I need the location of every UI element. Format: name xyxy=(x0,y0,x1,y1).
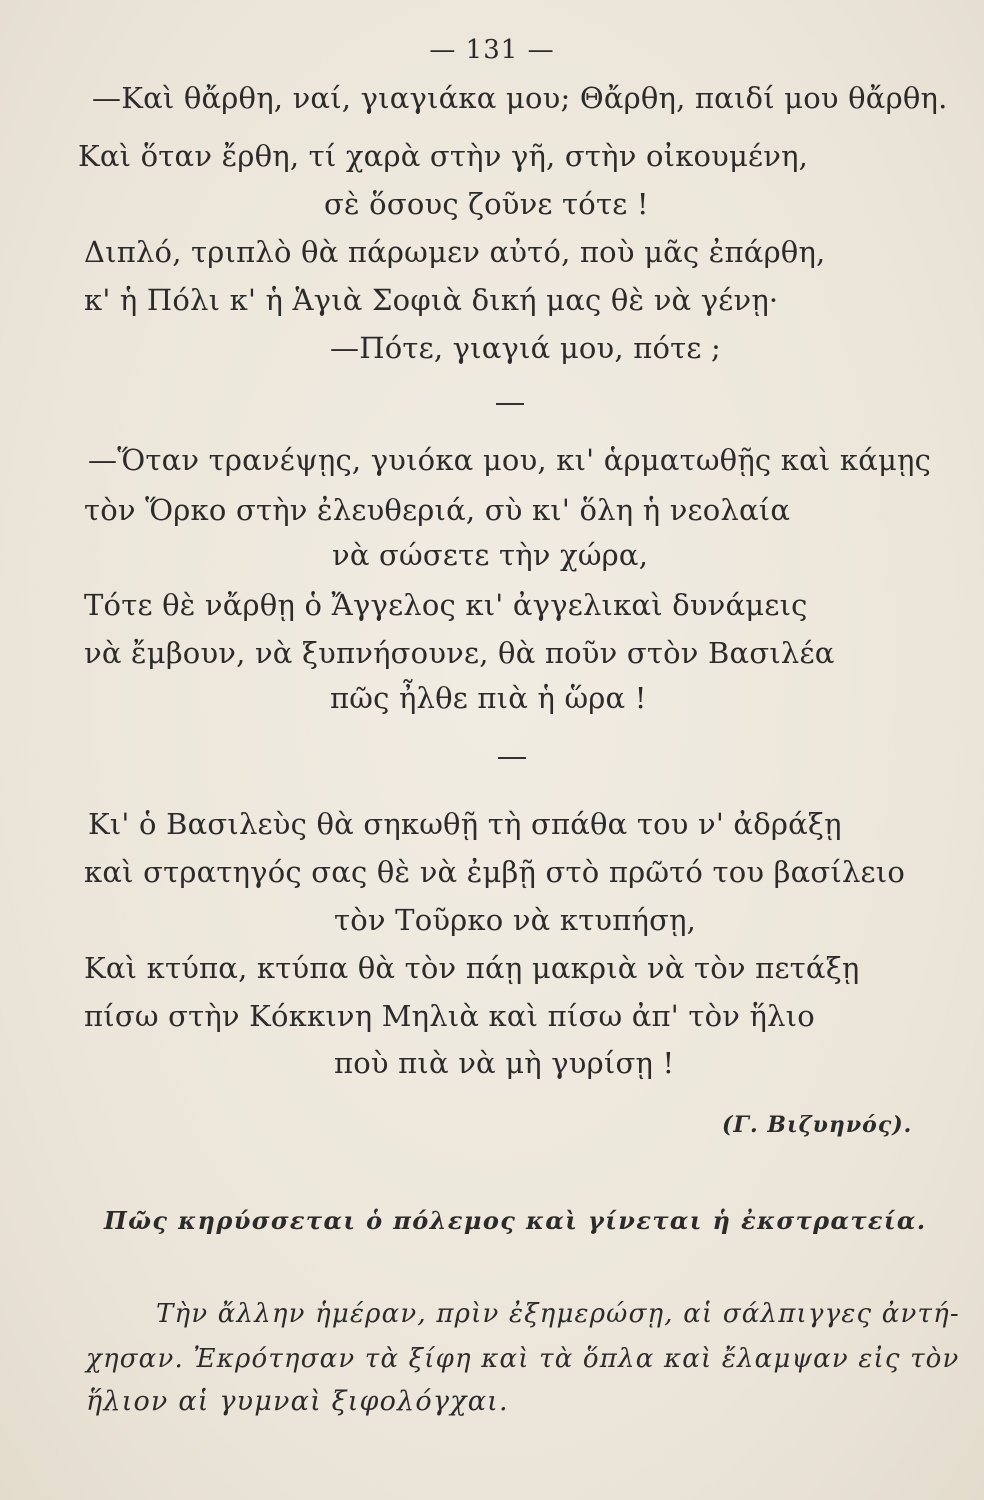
author-attribution: (Γ. Βιζυηνός). xyxy=(722,1112,913,1138)
poem-line: νὰ ἔμβουν, νὰ ξυπνήσουνε, θὰ ποῦν στὸν Βασιλέα xyxy=(84,636,835,670)
poem-line: σὲ ὅσους ζοῦνε τότε ! xyxy=(324,187,649,221)
poem-line: Τότε θὲ νἄρθῃ ὁ Ἄγγελος κι' ἀγγελικαὶ δυνάμεις xyxy=(84,588,808,622)
poem-line: τὸν Ὅρκο στὴν ἐλευθεριά, σὺ κι' ὅλη ἡ νεολαία xyxy=(84,493,791,527)
poem-line: κ' ἡ Πόλι κ' ἡ Ἁγιὰ Σοφιὰ δική μας θὲ νὰ γένῃ· xyxy=(84,283,779,317)
poem-line: ποὺ πιὰ νὰ μὴ γυρίσῃ ! xyxy=(334,1046,675,1080)
poem-line: Διπλό, τριπλὸ θὰ πάρωμεν αὐτό, ποὺ μᾶς ἐπάρθη, xyxy=(84,235,826,269)
poem-line: καὶ στρατηγός σας θὲ νὰ ἐμβῇ στὸ πρῶτό του βασίλειο xyxy=(84,855,906,889)
stanza-separator xyxy=(496,403,524,405)
prose-line: χησαν. Ἐκρότησαν τὰ ξίφη καὶ τὰ ὅπλα καὶ ἔλαμψαν εἰς τὸν xyxy=(86,1344,960,1374)
poem-line: Καὶ κτύπα, κτύπα θὰ τὸν πάῃ μακριὰ νὰ τὸν πετάξῃ xyxy=(84,951,860,985)
page-number: — 131 — xyxy=(429,35,555,65)
poem-line: πίσω στὴν Κόκκινη Μηλιὰ καὶ πίσω ἀπ' τὸν ἥλιο xyxy=(84,999,815,1033)
prose-line: Τὴν ἄλλην ἡμέραν, πρὶν ἐξημερώσῃ, αἱ σάλπιγγες ἀντή- xyxy=(156,1299,960,1329)
section-heading: Πῶς κηρύσσεται ὁ πόλεμος καὶ γίνεται ἡ ἐκστρατεία. xyxy=(104,1206,927,1235)
poem-line: νὰ σώσετε τὴν χώρα, xyxy=(332,538,649,572)
prose-line: ἥλιον αἱ γυμναὶ ξιφολόγχαι. xyxy=(86,1386,509,1417)
poem-line: πῶς ἦλθε πιὰ ἡ ὥρα ! xyxy=(330,681,647,715)
poem-line: τὸν Τοῦρκο νὰ κτυπήσῃ, xyxy=(334,903,697,937)
poem-line: Καὶ ὅταν ἔρθη, τί χαρὰ στὴν γῆ, στὴν οἰκουμένη, xyxy=(78,139,809,173)
stanza-separator xyxy=(498,757,526,759)
poem-line: —Καὶ θἄρθη, ναί, γιαγιάκα μου; Θἄρθη, παιδί μου θἄρθη. xyxy=(92,81,948,115)
poem-line: Κι' ὁ Βασιλεὺς θὰ σηκωθῇ τὴ σπάθα του ν' ἀδράξῃ xyxy=(88,807,842,841)
poem-line: —Πότε, γιαγιά μου, πότε ; xyxy=(330,331,721,365)
poem-line: —Ὅταν τρανέψῃς, γυιόκα μου, κι' ἁρματωθῇς καὶ κάμῃς xyxy=(88,443,932,477)
